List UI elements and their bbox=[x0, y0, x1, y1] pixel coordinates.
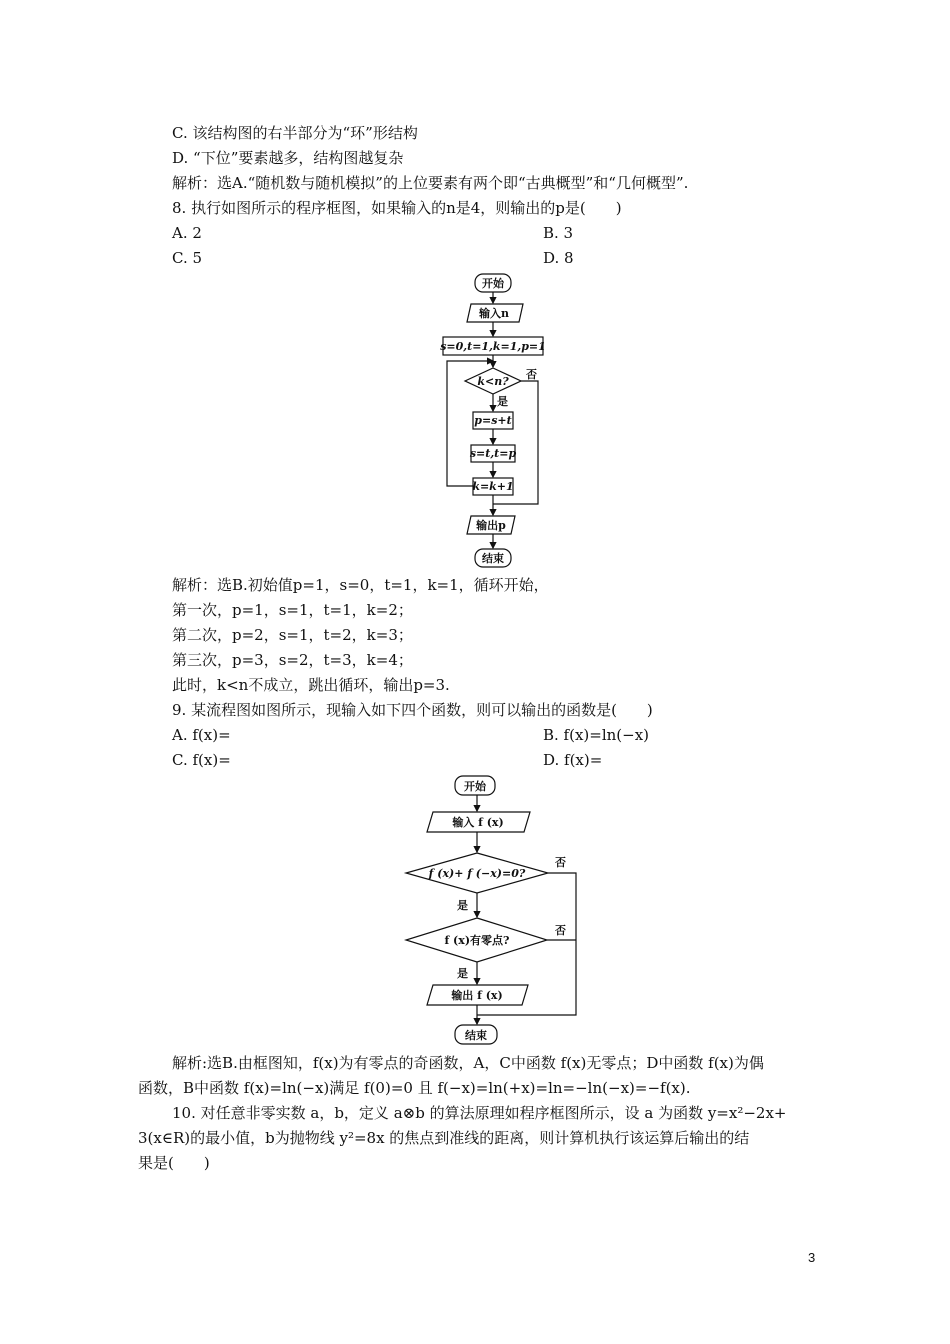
fc1-output-label: 输出p bbox=[476, 519, 506, 532]
q10-stem-1: 10. 对任意非零实数 a，b，定义 a⊗b 的算法原理如程序框图所示，设 a 为函数 y=x²−2x+ bbox=[172, 1104, 787, 1122]
fc1-start-label: 开始 bbox=[482, 277, 504, 290]
q7-option-c: C. 该结构图的右半部分为“环”形结构 bbox=[172, 124, 418, 142]
fc2-output-label: 输出 f (x) bbox=[451, 989, 503, 1002]
fc1-step3-label: k=k+1 bbox=[472, 480, 514, 493]
q9-option-b: B. f(x)=ln(−x) bbox=[543, 726, 650, 744]
q8-option-a: A. 2 bbox=[172, 224, 202, 242]
fc1-step1-label: p=s+t bbox=[474, 414, 512, 427]
fc1-end-label: 结束 bbox=[482, 552, 504, 565]
q10-stem-2: 3(x∈R)的最小值，b为抛物线 y²=8x 的焦点到准线的距离，则计算机执行该运算后输出的结 bbox=[138, 1129, 750, 1147]
q9-stem: 9. 某流程图如图所示，现输入如下四个函数，则可以输出的函数是( ) bbox=[172, 701, 653, 719]
q9-option-c: C. f(x)= bbox=[172, 751, 231, 769]
q8-option-c: C. 5 bbox=[172, 249, 203, 267]
fc1-input-label: 输入n bbox=[479, 307, 509, 320]
fc1-step2-label: s=t,t=p bbox=[469, 447, 517, 460]
fc2-start-label: 开始 bbox=[464, 780, 486, 793]
flowchart-q9 bbox=[400, 772, 590, 1047]
q9-option-d: D. f(x)= bbox=[543, 751, 603, 769]
fc1-cond-label: k<n? bbox=[477, 375, 509, 388]
fc2-no2-label: 否 bbox=[555, 924, 566, 937]
q8-analysis-2: 第一次，p=1，s=1，t=1，k=2； bbox=[172, 601, 413, 619]
fc2-no1-label: 否 bbox=[555, 856, 566, 869]
fc2-end-label: 结束 bbox=[465, 1029, 487, 1042]
q10-stem-3: 果是( ) bbox=[138, 1154, 210, 1172]
q8-option-b: B. 3 bbox=[543, 224, 574, 242]
q8-analysis-4: 第三次，p=3，s=2，t=3，k=4； bbox=[172, 651, 413, 669]
fc1-yes-label: 是 bbox=[497, 395, 508, 408]
fc1-no-label: 否 bbox=[526, 368, 537, 381]
page-number: 3 bbox=[808, 1250, 816, 1265]
q9-analysis-2: 函数，B中函数 f(x)=ln(−x)满足 f(0)=0 且 f(−x)=ln(+x)=ln=−ln(−x)=−f(x). bbox=[138, 1079, 691, 1097]
fc2-cond1-label: f (x)+ f (−x)=0? bbox=[428, 867, 526, 880]
q8-option-d: D. 8 bbox=[543, 249, 574, 267]
fc2-cond2-label: f (x)有零点? bbox=[444, 934, 510, 947]
fc1-init-label: s=0,t=1,k=1,p=1 bbox=[440, 340, 546, 353]
q8-stem: 8. 执行如图所示的程序框图，如果输入的n是4，则输出的p是( ) bbox=[172, 199, 622, 217]
flowchart-q8 bbox=[430, 268, 560, 573]
fc2-input-label: 输入 f (x) bbox=[452, 816, 504, 829]
q8-analysis-5: 此时，k<n不成立，跳出循环，输出p=3. bbox=[172, 676, 450, 694]
fc2-yes1-label: 是 bbox=[457, 899, 468, 912]
q9-analysis-1: 解析:选B.由框图知，f(x)为有零点的奇函数，A，C中函数 f(x)无零点；D中函数 f(x)为偶 bbox=[172, 1054, 764, 1072]
q8-analysis-1: 解析：选B.初始值p=1，s=0，t=1，k=1，循环开始， bbox=[172, 576, 549, 594]
q9-option-a: A. f(x)= bbox=[172, 726, 231, 744]
q8-analysis-3: 第二次，p=2，s=1，t=2，k=3； bbox=[172, 626, 413, 644]
q7-option-d: D. “下位”要素越多，结构图越复杂 bbox=[172, 149, 404, 167]
fc2-yes2-label: 是 bbox=[457, 967, 468, 980]
q7-analysis: 解析：选A.“随机数与随机模拟”的上位要素有两个即“古典概型”和“几何概型”. bbox=[172, 174, 689, 192]
